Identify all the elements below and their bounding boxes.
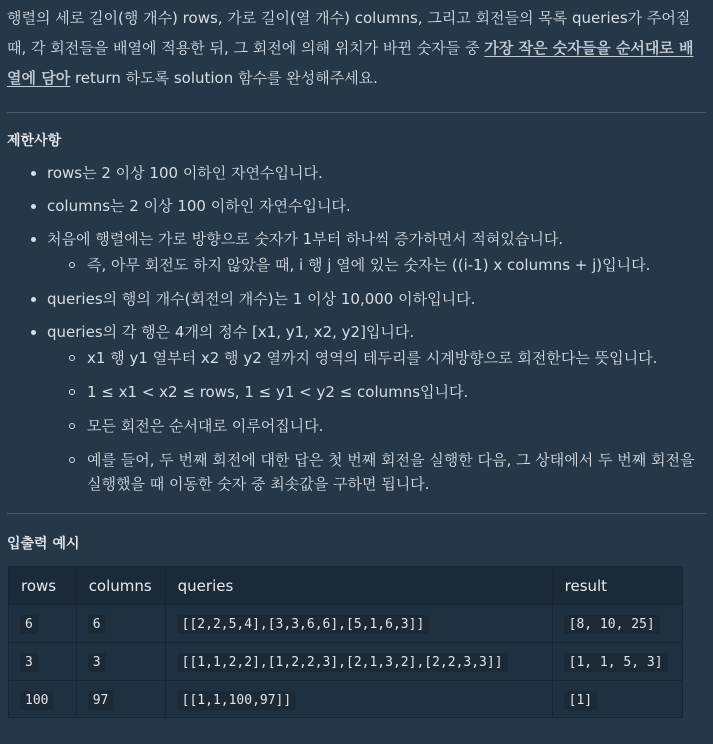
intro-paragraph — [7, 3, 706, 93]
constraint-subitem — [69, 253, 706, 277]
constraint-text: queries의 각 행은 4개의 정수 [x1, y1, x2, y2]입니다. — [47, 323, 415, 341]
constraint-sublist — [47, 346, 706, 496]
cell-rows — [9, 605, 77, 643]
constraint-text: 처음에 행렬에는 가로 방향으로 숫자가 1부터 하나씩 증가하면서 적혀있습니다. — [47, 230, 564, 248]
constraint-item — [31, 321, 706, 496]
intro-text-2: return 하도록 solution 함수를 완성해주세요. — [70, 69, 378, 87]
table-row — [9, 605, 683, 643]
cell-queries — [165, 680, 552, 718]
table-row — [9, 642, 683, 680]
header-result: result — [552, 567, 682, 605]
constraint-subtext: 즉, 아무 회전도 하지 않았을 때, i 행 j 열에 있는 숫자는 ((i-1) x columns + j)입니다. — [87, 256, 651, 274]
constraint-item — [31, 195, 706, 217]
code-rows: 100 — [20, 691, 53, 710]
constraint-sublist — [47, 253, 706, 277]
code-columns: 6 — [88, 615, 106, 634]
constraints-heading: 제한사항 — [7, 133, 62, 149]
constraint-subitem — [69, 448, 706, 496]
cell-result — [552, 605, 682, 643]
code-rows: 6 — [20, 615, 38, 634]
code-result: [1] — [564, 691, 597, 710]
constraint-text: columns는 2 이상 100 이하인 자연수입니다. — [47, 197, 351, 215]
constraint-item — [31, 288, 706, 310]
code-columns: 97 — [88, 691, 114, 710]
code-queries: [[1,1,100,97]] — [177, 691, 297, 710]
cell-queries — [165, 642, 552, 680]
constraint-subtext: x1 행 y1 열부터 x2 행 y2 열까지 영역의 테두리를 시계방향으로 회전한다는 뜻입니다. — [87, 349, 658, 367]
constraint-subtext: 예를 들어, 두 번째 회전에 대한 답은 첫 번째 회전을 실행한 다음, 그 상태에서 두 번째 회전을 실행했을 때 이동한 숫자 중 최솟값을 구하면 됩니다. — [87, 451, 695, 493]
header-queries: queries — [165, 567, 552, 605]
cell-result — [552, 642, 682, 680]
code-result: [1, 1, 5, 3] — [564, 653, 668, 672]
table-row — [9, 680, 683, 718]
code-queries: [[2,2,5,4],[3,3,6,6],[5,1,6,3]] — [177, 615, 430, 634]
header-rows: rows — [9, 567, 77, 605]
constraint-subtext: 1 ≤ x1 < x2 ≤ rows, 1 ≤ y1 < y2 ≤ columns입니다. — [87, 383, 469, 401]
code-queries: [[1,1,2,2],[1,2,2,3],[2,1,3,2],[2,2,3,3]] — [177, 653, 508, 672]
constraint-subitem — [69, 380, 706, 404]
table-header-row — [9, 567, 683, 605]
cell-columns — [76, 680, 165, 718]
code-columns: 3 — [88, 653, 106, 672]
examples-table — [8, 566, 683, 718]
code-result: [8, 10, 25] — [564, 615, 660, 634]
intro-text-1: 행렬의 세로 길이(행 개수) rows, 가로 길이(열 개수) columns, 그리고 회전들의 목록 queries가 주어질 때, 각 회전들을 배열에 적용한 뒤, 그 회전에 의해 위치가 바뀐 숫자들 중 — [7, 9, 691, 57]
header-columns: columns — [76, 567, 165, 605]
cell-rows — [9, 642, 77, 680]
constraint-subitem — [69, 346, 706, 370]
cell-queries — [165, 605, 552, 643]
intro-emphasis: 가장 작은 숫자들을 순서대로 배열에 담아 — [7, 39, 694, 87]
constraint-item — [31, 162, 706, 184]
divider-1 — [7, 112, 706, 113]
examples-heading: 입출력 예시 — [7, 536, 80, 552]
constraint-text: rows는 2 이상 100 이하인 자연수입니다. — [47, 164, 323, 182]
divider-2 — [7, 513, 706, 514]
cell-rows — [9, 680, 77, 718]
constraint-item — [31, 228, 706, 277]
constraints-list — [7, 162, 706, 496]
cell-columns — [76, 605, 165, 643]
code-rows: 3 — [20, 653, 38, 672]
cell-columns — [76, 642, 165, 680]
constraint-text: queries의 행의 개수(회전의 개수)는 1 이상 10,000 이하입니다. — [47, 290, 476, 308]
cell-result — [552, 680, 682, 718]
constraint-subitem — [69, 414, 706, 438]
constraint-subtext: 모든 회전은 순서대로 이루어집니다. — [87, 417, 324, 435]
